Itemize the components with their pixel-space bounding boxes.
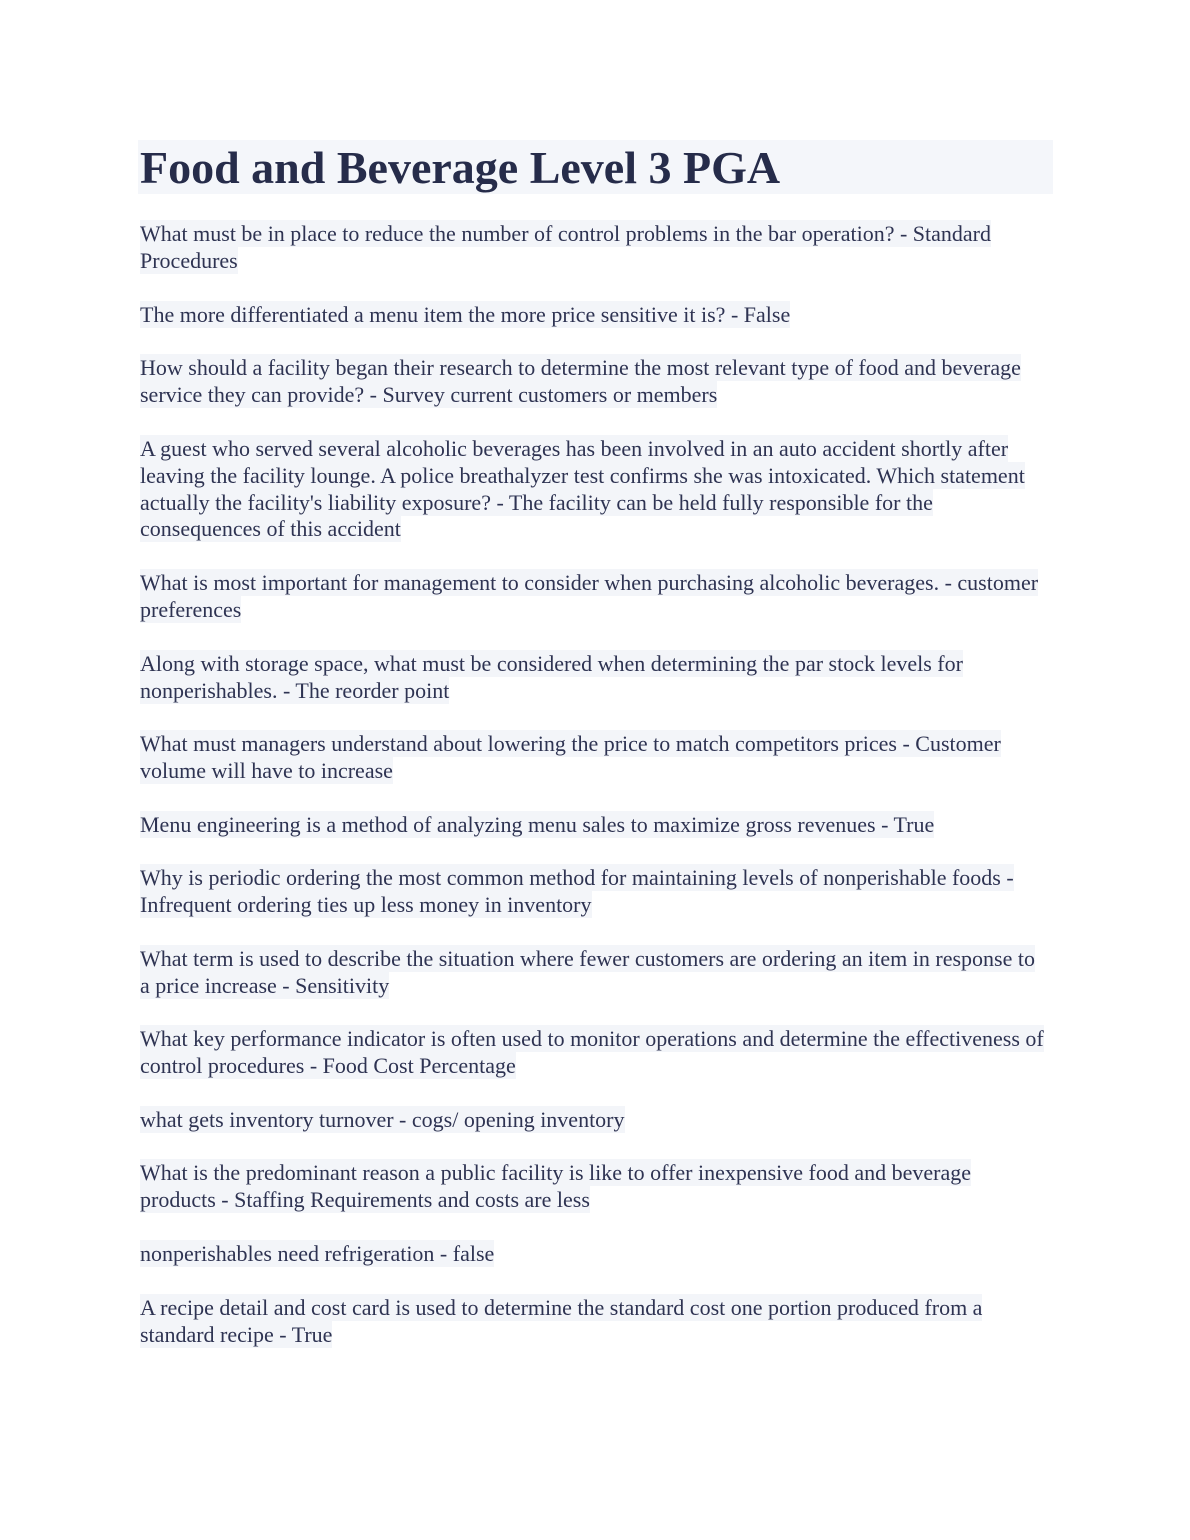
title-block (138, 140, 1053, 194)
qa-entry-text: What must managers understand about lowering the price to match competitors prices - Customer volume will have to increase (140, 731, 1001, 783)
qa-entry-text: A recipe detail and cost card is used to determine the standard cost one portion produced from a standard recipe - True (140, 1295, 983, 1347)
qa-entry-text: Menu engineering is a method of analyzing menu sales to maximize gross revenues - True (140, 812, 935, 837)
qa-entry (140, 1026, 1050, 1080)
qa-entry-text: What key performance indicator is often used to monitor operations and determine the effectiveness of control procedures - Food Cost Percentage (140, 1026, 1044, 1078)
qa-entry-text: what gets inventory turnover - cogs/ opening inventory (140, 1107, 625, 1132)
qa-entry (140, 731, 1050, 785)
qa-entry (140, 570, 1050, 624)
qa-entry (140, 812, 1050, 839)
qa-entry-text: How should a facility began their research to determine the most relevant type of food and beverage service they can provide? - Survey current customers or members (140, 355, 1021, 407)
qa-entry (140, 865, 1050, 919)
qa-entry-text: The more differentiated a menu item the more price sensitive it is? - False (140, 302, 791, 327)
qa-entry (140, 1295, 1050, 1349)
qa-entry-text: What must be in place to reduce the number of control problems in the bar operation? - Standard Procedures (140, 221, 991, 273)
qa-entry-text: A guest who served several alcoholic beverages has been involved in an auto accident shortly after leaving the facility lounge. A police breathalyzer test confirms she was intoxicated. Which statement actually the facility's liability exposure? - The facility can be held fully responsible for the consequences of this accident (140, 436, 1025, 542)
qa-entry-text: What is the predominant reason a public facility is like to offer inexpensive food and beverage products - Staffing Requirements and costs are less (140, 1160, 972, 1212)
qa-entry (140, 1107, 1050, 1134)
qa-entry-text: What term is used to describe the situation where fewer customers are ordering an item in response to a price increase - Sensitivity (140, 946, 1035, 998)
qa-entry-text: Along with storage space, what must be considered when determining the par stock levels for nonperishables. - The reorder point (140, 651, 963, 703)
qa-entry-text: What is most important for management to consider when purchasing alcoholic beverages. - customer preferences (140, 570, 1039, 622)
qa-entry (140, 302, 1050, 329)
qa-entry (140, 1241, 1050, 1268)
document-title: Food and Beverage Level 3 PGA (140, 142, 781, 193)
qa-entry (140, 221, 1050, 275)
qa-entry (140, 1160, 1050, 1214)
qa-entry-text: nonperishables need refrigeration - false (140, 1241, 495, 1266)
qa-entry (140, 355, 1050, 409)
qa-entry (140, 436, 1050, 543)
qa-entry-text: Why is periodic ordering the most common method for maintaining levels of nonperishable foods - Infrequent ordering ties up less money in inventory (140, 865, 1014, 917)
qa-entry (140, 651, 1050, 705)
qa-entry (140, 946, 1050, 1000)
